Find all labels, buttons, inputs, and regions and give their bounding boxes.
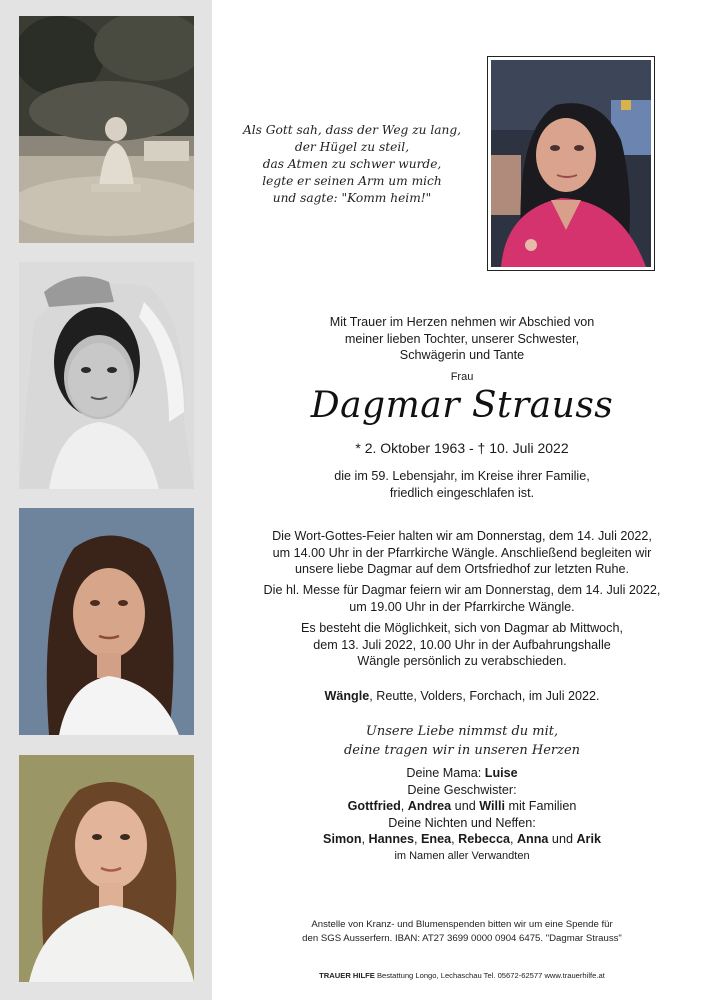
separator: und [451, 799, 480, 813]
photo-woman-white-blouse [19, 755, 194, 982]
service-line: um 19.00 Uhr in der Pfarrkirche Wängle. [349, 599, 575, 614]
intro-line: Mit Trauer im Herzen nehmen wir Abschied von [329, 315, 595, 329]
poem-line: das Atmen zu schwer wurde, [262, 157, 442, 171]
separator: und [548, 832, 577, 846]
footer-brand: TRAUER HILFE [319, 971, 375, 980]
siblings-label: Deine Geschwister: [407, 782, 517, 797]
with-families: mit Familien [504, 799, 577, 813]
family-list [262, 765, 662, 864]
service-line: um 14.00 Uhr in der Pfarrkirche Wängle. Anschließend begleiten wir [272, 545, 652, 560]
separator: , [361, 832, 369, 846]
places-date-line [262, 688, 662, 705]
poem-line: der Hügel zu steil, [294, 140, 410, 154]
sibling-name: Gottfried [347, 799, 401, 813]
intro-text [262, 314, 662, 364]
quote-line: Unsere Liebe nimmst du mit, [365, 724, 559, 739]
photo-sidebar [0, 0, 212, 1000]
service-line: Die hl. Messe für Dagmar feiern wir am Donnerstag, dem 14. Juli 2022, [263, 583, 661, 597]
intro-line: Schwägerin und Tante [399, 348, 525, 362]
photo-communion-girl [19, 262, 194, 489]
service-line: unsere liebe Dagmar auf dem Ortsfriedhof zur letzten Ruhe. [295, 562, 629, 576]
places-rest: , Reutte, Volders, Forchach, im Juli 2022. [369, 689, 600, 703]
poem-line: legte er seinen Arm um mich [262, 174, 442, 188]
salutation: Frau [450, 371, 474, 383]
footer-text: Bestattung Longo, Lechaschau Tel. 05672-62577 www.trauerhilfe.at [374, 971, 605, 980]
poem-line: und sagte: "Komm heim!" [272, 191, 432, 205]
service-wort-gottes-feier [262, 528, 662, 578]
mama-line [262, 765, 662, 782]
separator: , [509, 832, 517, 846]
intro-line: meiner lieben Tochter, unserer Schwester, [344, 331, 580, 346]
separator: , [414, 832, 422, 846]
poem-line: Als Gott sah, dass der Weg zu lang, [242, 123, 462, 137]
donation-line: den SGS Ausserfern. IBAN: AT27 3699 0000 0904 6475. "Dagmar Strauss" [302, 932, 622, 944]
nieces-label: Deine Nichten und Neffen: [388, 815, 536, 830]
closing-quote [262, 722, 662, 760]
sibling-name: Willi [479, 799, 505, 813]
age-line: die im 59. Lebensjahr, im Kreise ihrer Familie, [334, 469, 590, 483]
niece-name: Enea [421, 832, 452, 846]
place-bold: Wängle [324, 689, 370, 703]
niece-name: Arik [576, 832, 601, 846]
separator: , [400, 799, 408, 813]
niece-name: Anna [516, 832, 549, 846]
service-line: dem 13. Juli 2022, 10.00 Uhr in der Aufbahrungshalle [313, 637, 611, 652]
niece-name: Simon [323, 832, 362, 846]
separator: , [451, 832, 459, 846]
poem [232, 122, 472, 207]
mama-label: Deine Mama: [406, 766, 485, 780]
footer [262, 971, 662, 980]
age-text [262, 468, 662, 501]
service-hl-messe [262, 582, 662, 615]
age-line: friedlich eingeschlafen ist. [389, 485, 535, 500]
sibling-name: Andrea [407, 799, 452, 813]
service-viewing [262, 620, 662, 670]
donation-line: Anstelle von Kranz- und Blumenspenden bitten wir um eine Spende für [311, 919, 613, 930]
relatives-line: im Namen aller Verwandten [394, 849, 530, 862]
siblings-line [262, 798, 662, 815]
photo-child-sitting [19, 16, 194, 243]
photo-woman-blue-background [19, 508, 194, 735]
quote-line: deine tragen wir in unseren Herzen [343, 743, 581, 758]
deceased-name: Dagmar Strauss [310, 385, 614, 426]
niece-name: Hannes [368, 832, 415, 846]
service-line: Die Wort-Gottes-Feier halten wir am Donnerstag, dem 14. Juli 2022, [272, 529, 652, 543]
niece-name: Rebecca [458, 832, 510, 846]
main-portrait [487, 56, 655, 271]
nieces-line [262, 831, 662, 848]
mama-name: Luise [484, 766, 518, 780]
life-dates: * 2. Oktober 1963 - † 10. Juli 2022 [355, 440, 569, 456]
service-line: Wängle persönlich zu verabschieden. [357, 654, 567, 668]
donation-note [262, 918, 662, 945]
service-line: Es besteht die Möglichkeit, sich von Dagmar ab Mittwoch, [301, 621, 623, 635]
